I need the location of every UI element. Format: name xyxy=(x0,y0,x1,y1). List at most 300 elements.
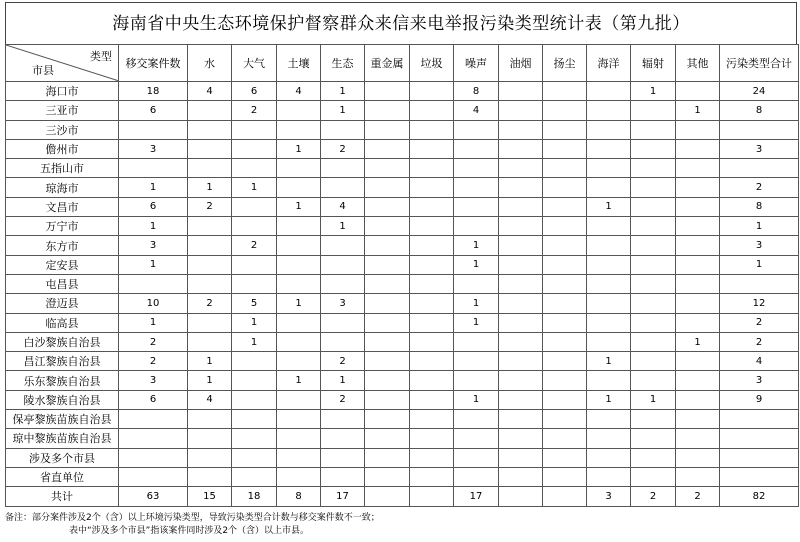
value-cell xyxy=(631,178,676,197)
value-cell xyxy=(454,332,499,351)
value-cell xyxy=(676,120,720,139)
value-cell: 18 xyxy=(232,487,277,506)
value-cell xyxy=(720,274,799,293)
value-cell xyxy=(543,139,587,158)
value-cell xyxy=(119,448,188,467)
value-cell: 6 xyxy=(119,390,188,409)
value-cell xyxy=(321,429,365,448)
value-cell xyxy=(499,487,543,506)
value-cell: 2 xyxy=(720,332,799,351)
value-cell xyxy=(119,120,188,139)
value-cell: 8 xyxy=(277,487,321,506)
value-cell: 1 xyxy=(676,332,720,351)
value-cell: 1 xyxy=(321,82,365,101)
value-cell xyxy=(410,487,454,506)
value-cell: 4 xyxy=(720,352,799,371)
value-cell xyxy=(587,120,631,139)
value-cell xyxy=(543,487,587,506)
corner-city-label: 市县 xyxy=(32,64,54,77)
value-cell: 3 xyxy=(720,236,799,255)
value-cell: 1 xyxy=(676,101,720,120)
table-row xyxy=(6,217,799,236)
value-cell: 10 xyxy=(119,294,188,313)
column-header: 噪声 xyxy=(454,45,499,82)
city-name-cell: 涉及多个市县 xyxy=(6,448,119,467)
value-cell xyxy=(119,429,188,448)
value-cell xyxy=(410,352,454,371)
value-cell: 17 xyxy=(321,487,365,506)
value-cell xyxy=(232,429,277,448)
value-cell xyxy=(365,139,410,158)
city-name-cell: 定安县 xyxy=(6,255,119,274)
value-cell xyxy=(232,352,277,371)
value-cell xyxy=(119,467,188,486)
value-cell: 1 xyxy=(232,178,277,197)
value-cell xyxy=(676,371,720,390)
value-cell xyxy=(188,236,232,255)
value-cell: 8 xyxy=(720,101,799,120)
value-cell xyxy=(454,371,499,390)
value-cell xyxy=(720,448,799,467)
value-cell xyxy=(188,139,232,158)
value-cell xyxy=(543,236,587,255)
value-cell xyxy=(499,217,543,236)
value-cell xyxy=(499,448,543,467)
value-cell xyxy=(454,429,499,448)
value-cell xyxy=(321,120,365,139)
city-name-cell: 琼中黎族苗族自治县 xyxy=(6,429,119,448)
value-cell: 1 xyxy=(188,352,232,371)
value-cell: 6 xyxy=(119,197,188,216)
value-cell xyxy=(277,448,321,467)
value-cell xyxy=(365,255,410,274)
value-cell: 2 xyxy=(119,352,188,371)
value-cell xyxy=(232,139,277,158)
column-header: 水 xyxy=(188,45,232,82)
value-cell: 63 xyxy=(119,487,188,506)
value-cell: 4 xyxy=(277,82,321,101)
value-cell xyxy=(365,313,410,332)
value-cell xyxy=(365,332,410,351)
value-cell xyxy=(543,178,587,197)
value-cell: 1 xyxy=(277,371,321,390)
value-cell xyxy=(410,294,454,313)
value-cell xyxy=(631,197,676,216)
statistics-table xyxy=(5,44,799,507)
value-cell: 1 xyxy=(454,255,499,274)
value-cell xyxy=(676,429,720,448)
value-cell xyxy=(410,217,454,236)
value-cell xyxy=(232,390,277,409)
value-cell xyxy=(365,448,410,467)
value-cell: 4 xyxy=(188,82,232,101)
table-row xyxy=(6,294,799,313)
value-cell: 24 xyxy=(720,82,799,101)
value-cell xyxy=(676,410,720,429)
value-cell: 2 xyxy=(188,197,232,216)
value-cell xyxy=(631,101,676,120)
value-cell xyxy=(232,467,277,486)
table-row xyxy=(6,487,799,506)
value-cell xyxy=(277,178,321,197)
column-header: 大气 xyxy=(232,45,277,82)
value-cell: 1 xyxy=(188,371,232,390)
value-cell xyxy=(499,313,543,332)
value-cell xyxy=(676,159,720,178)
value-cell xyxy=(631,410,676,429)
value-cell xyxy=(587,448,631,467)
value-cell xyxy=(277,159,321,178)
value-cell xyxy=(499,255,543,274)
value-cell xyxy=(232,410,277,429)
value-cell xyxy=(410,159,454,178)
value-cell xyxy=(365,120,410,139)
value-cell xyxy=(321,410,365,429)
value-cell xyxy=(365,82,410,101)
value-cell xyxy=(321,159,365,178)
table-row xyxy=(6,236,799,255)
value-cell: 1 xyxy=(321,217,365,236)
value-cell xyxy=(587,82,631,101)
table-row xyxy=(6,139,799,158)
value-cell xyxy=(321,274,365,293)
value-cell: 3 xyxy=(720,371,799,390)
value-cell xyxy=(410,467,454,486)
value-cell xyxy=(499,274,543,293)
value-cell xyxy=(277,410,321,429)
table-row xyxy=(6,390,799,409)
value-cell xyxy=(188,159,232,178)
value-cell xyxy=(676,197,720,216)
city-name-cell: 儋州市 xyxy=(6,139,119,158)
value-cell xyxy=(410,101,454,120)
value-cell: 3 xyxy=(321,294,365,313)
city-name-cell: 三沙市 xyxy=(6,120,119,139)
value-cell xyxy=(499,178,543,197)
header-row xyxy=(6,45,799,82)
value-cell xyxy=(499,82,543,101)
value-cell xyxy=(543,352,587,371)
column-header: 污染类型合计 xyxy=(720,45,799,82)
value-cell xyxy=(631,120,676,139)
table-row xyxy=(6,101,799,120)
table-notes xyxy=(5,512,380,538)
value-cell xyxy=(676,294,720,313)
value-cell: 1 xyxy=(587,197,631,216)
value-cell xyxy=(543,313,587,332)
value-cell xyxy=(365,429,410,448)
value-cell xyxy=(587,159,631,178)
value-cell xyxy=(454,120,499,139)
value-cell xyxy=(321,467,365,486)
table-row xyxy=(6,429,799,448)
value-cell: 2 xyxy=(676,487,720,506)
value-cell xyxy=(410,371,454,390)
value-cell xyxy=(631,255,676,274)
value-cell xyxy=(188,313,232,332)
value-cell xyxy=(454,139,499,158)
value-cell xyxy=(587,101,631,120)
value-cell xyxy=(365,101,410,120)
value-cell xyxy=(631,448,676,467)
value-cell xyxy=(277,255,321,274)
value-cell: 5 xyxy=(232,294,277,313)
value-cell xyxy=(543,467,587,486)
table-title: 海南省中央生态环境保护督察群众来信来电举报污染类型统计表（第九批） xyxy=(5,2,797,44)
value-cell xyxy=(631,159,676,178)
value-cell xyxy=(454,448,499,467)
column-header: 海洋 xyxy=(587,45,631,82)
value-cell xyxy=(410,255,454,274)
value-cell: 1 xyxy=(631,82,676,101)
table-row xyxy=(6,410,799,429)
city-name-cell: 澄迈县 xyxy=(6,294,119,313)
value-cell xyxy=(543,448,587,467)
value-cell xyxy=(277,467,321,486)
value-cell: 6 xyxy=(232,82,277,101)
value-cell xyxy=(188,255,232,274)
value-cell xyxy=(454,352,499,371)
value-cell xyxy=(676,178,720,197)
value-cell xyxy=(365,294,410,313)
value-cell: 2 xyxy=(188,294,232,313)
value-cell xyxy=(454,197,499,216)
city-name-cell: 保亭黎族苗族自治县 xyxy=(6,410,119,429)
value-cell: 1 xyxy=(188,178,232,197)
value-cell xyxy=(676,82,720,101)
value-cell xyxy=(454,410,499,429)
value-cell xyxy=(119,274,188,293)
value-cell xyxy=(119,159,188,178)
value-cell xyxy=(676,255,720,274)
value-cell xyxy=(232,371,277,390)
value-cell xyxy=(365,274,410,293)
value-cell xyxy=(720,120,799,139)
value-cell xyxy=(119,410,188,429)
value-cell xyxy=(676,448,720,467)
value-cell xyxy=(321,255,365,274)
table-row xyxy=(6,197,799,216)
column-header: 油烟 xyxy=(499,45,543,82)
value-cell xyxy=(587,313,631,332)
table-row xyxy=(6,255,799,274)
column-header: 土壤 xyxy=(277,45,321,82)
value-cell xyxy=(543,371,587,390)
note-line-1: 备注：部分案件涉及2个（含）以上环境污染类型，导致污染类型合计数与移交案件数不一致； xyxy=(5,513,380,523)
value-cell xyxy=(543,429,587,448)
value-cell xyxy=(454,217,499,236)
column-header: 垃圾 xyxy=(410,45,454,82)
value-cell xyxy=(720,410,799,429)
value-cell xyxy=(676,236,720,255)
value-cell xyxy=(232,255,277,274)
value-cell xyxy=(321,448,365,467)
column-header: 扬尘 xyxy=(543,45,587,82)
city-name-cell: 万宁市 xyxy=(6,217,119,236)
value-cell xyxy=(587,139,631,158)
value-cell xyxy=(676,139,720,158)
value-cell xyxy=(499,139,543,158)
value-cell xyxy=(365,467,410,486)
value-cell xyxy=(365,487,410,506)
value-cell: 3 xyxy=(720,139,799,158)
value-cell xyxy=(631,352,676,371)
value-cell xyxy=(188,448,232,467)
value-cell: 3 xyxy=(119,236,188,255)
value-cell xyxy=(232,159,277,178)
table-row xyxy=(6,159,799,178)
value-cell xyxy=(499,390,543,409)
value-cell: 1 xyxy=(321,371,365,390)
city-name-cell: 乐东黎族自治县 xyxy=(6,371,119,390)
city-name-cell: 五指山市 xyxy=(6,159,119,178)
city-name-cell: 陵水黎族自治县 xyxy=(6,390,119,409)
value-cell xyxy=(499,429,543,448)
value-cell: 2 xyxy=(232,101,277,120)
value-cell xyxy=(410,429,454,448)
value-cell xyxy=(587,274,631,293)
value-cell xyxy=(232,448,277,467)
value-cell xyxy=(587,467,631,486)
value-cell xyxy=(676,352,720,371)
table-row xyxy=(6,352,799,371)
value-cell xyxy=(631,217,676,236)
column-header: 生态 xyxy=(321,45,365,82)
value-cell xyxy=(499,332,543,351)
table-row xyxy=(6,313,799,332)
value-cell: 1 xyxy=(720,217,799,236)
value-cell xyxy=(321,332,365,351)
value-cell xyxy=(188,217,232,236)
value-cell xyxy=(676,390,720,409)
value-cell xyxy=(277,217,321,236)
value-cell xyxy=(499,236,543,255)
city-name-cell: 琼海市 xyxy=(6,178,119,197)
value-cell xyxy=(365,390,410,409)
value-cell: 1 xyxy=(454,294,499,313)
value-cell xyxy=(543,217,587,236)
value-cell xyxy=(587,410,631,429)
value-cell xyxy=(543,159,587,178)
value-cell: 1 xyxy=(232,332,277,351)
value-cell xyxy=(188,332,232,351)
value-cell xyxy=(410,448,454,467)
value-cell xyxy=(410,178,454,197)
value-cell xyxy=(631,294,676,313)
value-cell xyxy=(499,101,543,120)
value-cell xyxy=(321,313,365,332)
value-cell xyxy=(410,390,454,409)
corner-header-cell xyxy=(6,45,119,82)
value-cell: 2 xyxy=(321,139,365,158)
value-cell xyxy=(499,159,543,178)
value-cell: 4 xyxy=(454,101,499,120)
value-cell xyxy=(232,274,277,293)
value-cell xyxy=(720,159,799,178)
city-name-cell: 东方市 xyxy=(6,236,119,255)
value-cell: 3 xyxy=(587,487,631,506)
table-row xyxy=(6,332,799,351)
value-cell xyxy=(587,332,631,351)
value-cell xyxy=(277,429,321,448)
city-name-cell: 屯昌县 xyxy=(6,274,119,293)
value-cell xyxy=(631,313,676,332)
value-cell xyxy=(365,197,410,216)
value-cell xyxy=(543,82,587,101)
value-cell: 2 xyxy=(119,332,188,351)
value-cell xyxy=(631,371,676,390)
column-header: 辐射 xyxy=(631,45,676,82)
value-cell xyxy=(631,236,676,255)
table-row xyxy=(6,274,799,293)
value-cell xyxy=(188,101,232,120)
note-line-2: 表中“涉及多个市县”指该案件同时涉及2个（含）以上市县。 xyxy=(69,526,310,536)
value-cell xyxy=(232,120,277,139)
value-cell xyxy=(587,294,631,313)
statistics-sheet xyxy=(5,2,797,507)
value-cell xyxy=(277,274,321,293)
value-cell: 8 xyxy=(720,197,799,216)
value-cell xyxy=(277,120,321,139)
value-cell: 1 xyxy=(454,390,499,409)
value-cell xyxy=(499,294,543,313)
value-cell xyxy=(720,467,799,486)
value-cell xyxy=(543,255,587,274)
value-cell: 1 xyxy=(119,313,188,332)
value-cell xyxy=(410,313,454,332)
value-cell: 9 xyxy=(720,390,799,409)
value-cell xyxy=(543,294,587,313)
value-cell xyxy=(232,217,277,236)
value-cell: 2 xyxy=(321,390,365,409)
value-cell: 6 xyxy=(119,101,188,120)
table-row xyxy=(6,178,799,197)
value-cell xyxy=(631,274,676,293)
city-name-cell: 海口市 xyxy=(6,82,119,101)
value-cell xyxy=(365,410,410,429)
value-cell: 1 xyxy=(321,101,365,120)
value-cell: 2 xyxy=(321,352,365,371)
value-cell: 18 xyxy=(119,82,188,101)
value-cell xyxy=(410,332,454,351)
value-cell xyxy=(587,371,631,390)
value-cell: 1 xyxy=(587,390,631,409)
column-header: 重金属 xyxy=(365,45,410,82)
value-cell: 3 xyxy=(119,371,188,390)
value-cell xyxy=(410,236,454,255)
city-name-cell: 共计 xyxy=(6,487,119,506)
value-cell: 1 xyxy=(119,255,188,274)
column-header: 移交案件数 xyxy=(119,45,188,82)
city-name-cell: 省直单位 xyxy=(6,467,119,486)
value-cell xyxy=(587,217,631,236)
value-cell: 1 xyxy=(119,178,188,197)
value-cell xyxy=(676,274,720,293)
value-cell xyxy=(587,236,631,255)
value-cell: 1 xyxy=(277,139,321,158)
value-cell xyxy=(277,390,321,409)
value-cell: 2 xyxy=(631,487,676,506)
value-cell xyxy=(321,236,365,255)
value-cell: 2 xyxy=(720,178,799,197)
table-body xyxy=(6,45,799,507)
table-row xyxy=(6,82,799,101)
value-cell: 15 xyxy=(188,487,232,506)
city-name-cell: 昌江黎族自治县 xyxy=(6,352,119,371)
value-cell: 1 xyxy=(277,294,321,313)
column-header: 其他 xyxy=(676,45,720,82)
city-name-cell: 临高县 xyxy=(6,313,119,332)
